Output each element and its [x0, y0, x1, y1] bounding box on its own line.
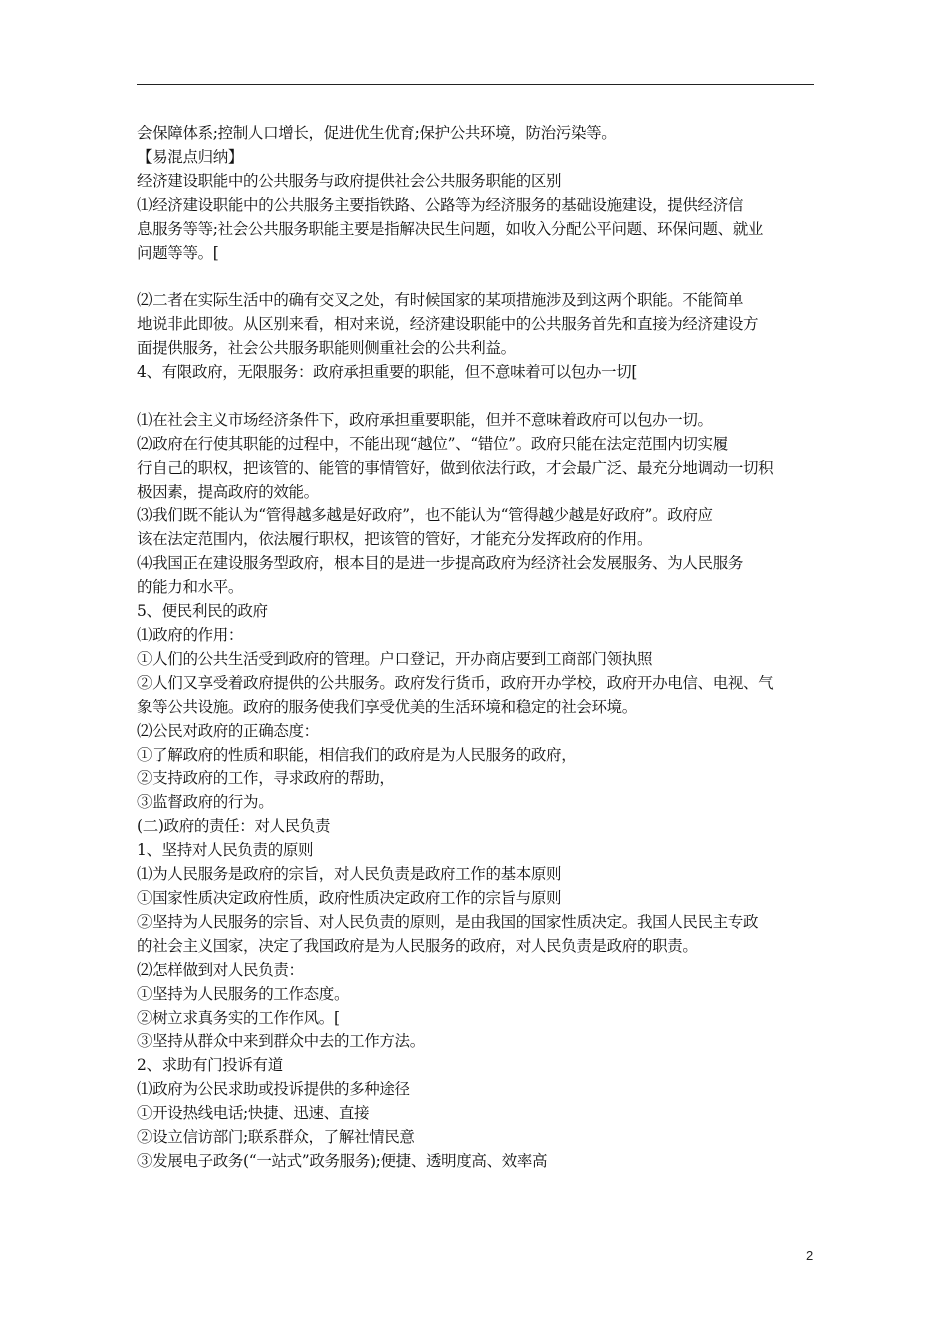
text-line: ②坚持为人民服务的宗旨、对人民负责的原则，是由我国的国家性质决定。我国人民民主专政 [137, 912, 759, 931]
text-line: 问题等等。[ [137, 243, 219, 262]
text-line: ①国家性质决定政府性质，政府性质决定政府工作的宗旨与原则 [137, 888, 562, 907]
text-line: ③坚持从群众中来到群众中去的工作方法。 [137, 1032, 425, 1051]
text-line: 5、便民利民的政府 [137, 602, 268, 621]
document-body [137, 122, 817, 1174]
text-line: ①了解政府的性质和职能，相信我们的政府是为人民服务的政府， [137, 745, 577, 764]
text-line: ③监督政府的行为。 [137, 793, 274, 812]
page-number: 2 [806, 1248, 814, 1263]
text-line: 经济建设职能中的公共服务与政府提供社会公共服务职能的区别 [137, 171, 562, 190]
text-line: ①开设热线电话;快捷、迅速、直接 [137, 1104, 370, 1123]
text-line: 的社会主义国家，决定了我国政府是为人民服务的政府，对人民负责是政府的职责。 [137, 936, 698, 955]
text-line: ②人们又享受着政府提供的公共服务。政府发行货币，政府开办学校，政府开办电信、电视、气 [137, 673, 774, 692]
text-line: 【易混点归纳】 [137, 147, 244, 166]
text-line: ⑴政府为公民求助或投诉提供的多种途径 [137, 1080, 410, 1099]
text-line: ⑴在社会主义市场经济条件下，政府承担重要职能，但并不意味着政府可以包办一切。 [137, 410, 713, 429]
text-line: 1、坚持对人民负责的原则 [137, 841, 314, 860]
text-line: ⑴为人民服务是政府的宗旨，对人民负责是政府工作的基本原则 [137, 865, 562, 884]
text-line: 面提供服务，社会公共服务职能则侧重社会的公共利益。 [137, 339, 516, 358]
text-line: 地说非此即彼。从区别来看，相对来说，经济建设职能中的公共服务首先和直接为经济建设方 [137, 315, 759, 334]
text-line: 象等公共设施。政府的服务使我们享受优美的生活环境和稳定的社会环境。 [137, 697, 637, 716]
text-line: ③发展电子政务(“一站式”政务服务);便捷、透明度高、效率高 [137, 1151, 548, 1170]
header-rule [137, 84, 814, 85]
text-line: ②设立信访部门;联系群众，了解社情民意 [137, 1128, 415, 1147]
text-line: 4、有限政府，无限服务：政府承担重要的职能，但不意味着可以包办一切[ [137, 363, 638, 382]
blank-line [137, 385, 817, 409]
text-line: ⑶我们既不能认为“管得越多越是好政府”，也不能认为“管得越少越是好政府”。政府应 [137, 506, 713, 525]
text-line: 的能力和水平。 [137, 578, 244, 597]
text-line: ①坚持为人民服务的工作态度。 [137, 984, 350, 1003]
text-line: 行自己的职权，把该管的、能管的事情管好，做到依法行政，才会最广泛、最充分地调动一切积 [137, 458, 774, 477]
text-line: ②树立求真务实的工作作风。[ [137, 1008, 340, 1027]
text-line: 息服务等等;社会公共服务职能主要是指解决民生问题，如收入分配公平问题、环保问题、就业 [137, 219, 764, 238]
text-line: (二)政府的责任：对人民负责 [137, 817, 331, 836]
text-line: ⑷我国正在建设服务型政府，根本目的是进一步提高政府为经济社会发展服务、为人民服务 [137, 554, 744, 573]
blank-line [137, 265, 817, 289]
text-line: ⑴经济建设职能中的公共服务主要指铁路、公路等为经济服务的基础设施建设，提供经济信 [137, 195, 744, 214]
text-line: ①人们的公共生活受到政府的管理。户口登记，开办商店要到工商部门领执照 [137, 649, 653, 668]
text-line: ⑴政府的作用： [137, 626, 244, 644]
text-line: ⑵公民对政府的正确态度： [137, 721, 319, 740]
text-line: 极因素，提高政府的效能。 [137, 482, 319, 501]
text-line: 2、求助有门投诉有道 [137, 1056, 283, 1075]
text-line: 会保障体系;控制人口增长，促进优生优育;保护公共环境，防治污染等。 [137, 124, 617, 142]
text-line: ⑵二者在实际生活中的确有交叉之处，有时候国家的某项措施涉及到这两个职能。不能简单 [137, 291, 744, 310]
text-line: ⑵怎样做到对人民负责： [137, 960, 304, 979]
text-line: 该在法定范围内，依法履行职权，把该管的管好，才能充分发挥政府的作用。 [137, 530, 653, 549]
text-line: ②支持政府的工作，寻求政府的帮助， [137, 769, 395, 788]
text-line: ⑵政府在行使其职能的过程中，不能出现“越位”、“错位”。政府只能在法定范围内切实履 [137, 434, 728, 453]
